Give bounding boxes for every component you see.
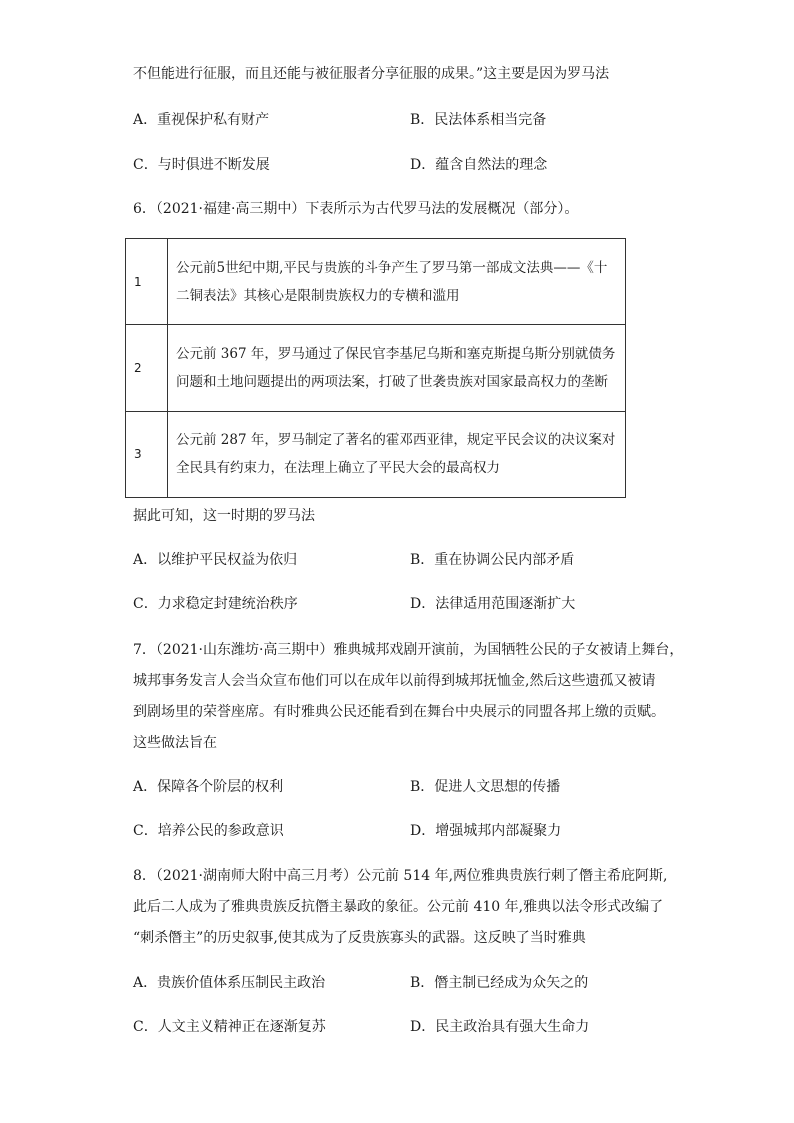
q7-option-a: A．保障各个阶层的权利 xyxy=(133,779,284,795)
row-text xyxy=(168,239,626,325)
roman-law-table xyxy=(125,238,626,498)
q8-option-d: D．民主政治具有强大生命力 xyxy=(410,1019,590,1035)
q6-after-text: 据此可知，这一时期的罗马法 xyxy=(133,508,315,524)
q5-option-d: D．蕴含自然法的理念 xyxy=(410,157,548,173)
table-row xyxy=(126,239,626,325)
row-text xyxy=(168,325,626,411)
q6-option-b: B．重在协调公民内部矛盾 xyxy=(410,552,575,568)
q5-option-a: A．重视保护私有财产 xyxy=(133,112,270,128)
q8-stem-line-3: “刺杀僭主”的历史叙事,使其成为了反贵族寡头的武器。这反映了当时雅典 xyxy=(133,930,586,946)
q7-stem-line-3: 到剧场里的荣誉座席。有时雅典公民还能看到在舞台中央展示的同盟各邦上缴的贡赋。 xyxy=(133,704,665,720)
q6-option-a: A．以维护平民权益为依归 xyxy=(133,552,298,568)
q8-option-a: A．贵族价值体系压制民主政治 xyxy=(133,975,326,991)
q8-option-c: C．人文主义精神正在逐渐复苏 xyxy=(133,1019,326,1035)
q7-stem-line-2: 城邦事务发言人会当众宣布他们可以在成年以前得到城邦抚恤金,然后这些遗孤又被请 xyxy=(133,673,656,689)
table-row xyxy=(126,325,626,411)
row-text-line: 全民具有约束力，在法理上确立了平民大会的最高权力 xyxy=(176,460,500,477)
q5-stem-tail: 不但能进行征服，而且还能与被征服者分享征服的成果。”这主要是因为罗马法 xyxy=(133,66,610,82)
row-text xyxy=(168,411,626,497)
row-text-line: 公元前5世纪中期,平民与贵族的斗争产生了罗马第一部成文法典——《十 xyxy=(176,259,608,276)
q7-stem-line-4: 这些做法旨在 xyxy=(133,735,217,751)
q7-option-b: B．促进人文思想的传播 xyxy=(410,779,561,795)
q7-option-c: C．培养公民的参政意识 xyxy=(133,823,284,839)
q8-option-b: B．僭主制已经成为众矢之的 xyxy=(410,975,589,991)
q8-stem-line-2: 此后二人成为了雅典贵族反抗僭主暴政的象征。公元前 410 年,雅典以法令形式改编了 xyxy=(133,899,664,915)
q6-option-d: D．法律适用范围逐渐扩大 xyxy=(410,596,576,612)
row-text-line: 公元前 287 年，罗马制定了著名的霍邓西亚律，规定平民会议的决议案对 xyxy=(176,432,616,449)
q5-option-c: C．与时俱进不断发展 xyxy=(133,157,270,173)
row-text-line: 二铜表法》其核心是限制贵族权力的专横和滥用 xyxy=(176,287,460,304)
q5-option-b: B．民法体系相当完备 xyxy=(410,112,547,128)
q7-option-d: D．增强城邦内部凝聚力 xyxy=(410,823,562,839)
row-number: 1 xyxy=(126,239,168,325)
row-number: 3 xyxy=(126,411,168,497)
q7-stem-line-1: 7．（2021·山东潍坊·高三期中）雅典城邦戏剧开演前，为国牺牲公民的子女被请上舞台， xyxy=(133,642,684,658)
row-text-line: 公元前 367 年，罗马通过了保民官李基尼乌斯和塞克斯提乌斯分别就债务 xyxy=(176,345,616,362)
q8-stem-line-1: 8．（2021·湖南师大附中高三月考）公元前 514 年,两位雅典贵族行刺了僭主希庇阿斯, xyxy=(133,868,668,884)
row-text-line: 问题和土地问题提出的两项法案，打破了世袭贵族对国家最高权力的垄断 xyxy=(176,373,608,390)
table-row xyxy=(126,411,626,497)
q6-stem: 6．（2021·福建·高三期中）下表所示为古代罗马法的发展概况（部分）。 xyxy=(133,201,579,217)
row-number: 2 xyxy=(126,325,168,411)
q6-option-c: C．力求稳定封建统治秩序 xyxy=(133,596,298,612)
